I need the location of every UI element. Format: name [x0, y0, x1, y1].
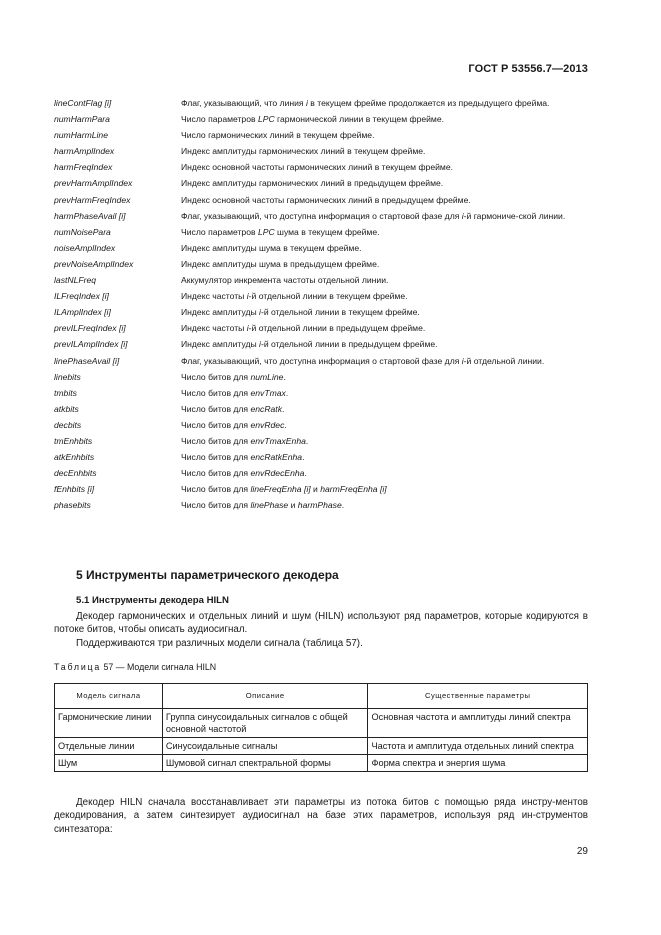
table-cell: Группа синусоидальных сигналов с общей основной частотой — [162, 709, 368, 738]
definition-description: Аккумулятор инкремента частоты отдельной линии. — [181, 275, 389, 286]
definition-term: numNoisePara — [54, 226, 111, 237]
definition-row — [54, 146, 588, 157]
definition-description: Индекс амплитуды гармонических линий в текущем фрейме. — [181, 146, 426, 157]
definition-description: Число битов для encRatkEnha. — [181, 452, 305, 463]
table-cell: Отдельные линии — [55, 738, 163, 755]
definition-row — [54, 452, 588, 463]
definition-term: harmPhaseAvail [i] — [54, 210, 126, 221]
definition-description: Число битов для envRdecEnha. — [181, 468, 307, 479]
definitions-list — [54, 98, 588, 516]
definition-row — [54, 484, 588, 495]
definition-row — [54, 178, 588, 189]
table-cell: Частота и амплитуда отдельных линий спектра — [368, 738, 588, 755]
definition-row — [54, 195, 588, 206]
table-caption-prefix: Таблица — [54, 662, 102, 672]
definition-row — [54, 468, 588, 479]
header-parameters: Существенные параметры — [368, 684, 588, 709]
definition-description: Индекс амплитуды гармонических линий в предыдущем фрейме. — [181, 178, 444, 189]
definition-term: harmFreqIndex — [54, 162, 113, 173]
definition-row — [54, 243, 588, 254]
definition-description: Число битов для encRatk. — [181, 403, 285, 414]
definition-description: Число битов для lineFreqEnha [i] и harmFreqEnha [i] — [181, 484, 387, 495]
table-cell: Гармонические линии — [55, 709, 163, 738]
signal-models-table — [54, 683, 588, 772]
definition-description: Число гармонических линий в текущем фрейме. — [181, 130, 375, 141]
definition-description: Число битов для envTmaxEnha. — [181, 435, 309, 446]
definition-term: prevILAmplIndex [i] — [54, 339, 128, 350]
definition-row — [54, 323, 588, 334]
definition-term: prevILFreqIndex [i] — [54, 323, 126, 334]
definition-row — [54, 211, 588, 222]
table-row — [55, 755, 588, 772]
definition-term: atkEnhbits — [54, 452, 95, 463]
paragraph-intro — [54, 610, 588, 650]
definition-description: Число параметров LPC гармонической линии в текущем фрейме. — [181, 114, 445, 125]
table-cell: Синусоидальные сигналы — [162, 738, 368, 755]
definition-row — [54, 339, 588, 350]
definition-row — [54, 130, 588, 141]
definition-term: phasebits — [54, 500, 91, 511]
table-cell: Форма спектра и энергия шума — [368, 755, 588, 772]
definition-term: ILFreqIndex [i] — [54, 291, 109, 302]
definition-description: Индекс основной частоты гармонических линий в текущем фрейме. — [181, 162, 453, 173]
definition-term: fEnhbits [i] — [54, 484, 95, 495]
definition-row — [54, 227, 588, 238]
definition-row — [54, 114, 588, 125]
paragraph-text: Декодер гармонических и отдельных линий и шум (HILN) используют ряд параметров, которые кодируются в потоке битов, чтобы описать аудиосигнал. — [54, 611, 588, 636]
definition-term: numHarmLine — [54, 130, 108, 141]
definition-description: Индекс амплитуды i-й отдельной линии в текущем фрейме. — [181, 307, 420, 318]
definition-description: Флаг, указывающий, что линия i в текущем фрейме продолжается из предыдущего фрейма. — [181, 98, 550, 108]
section-title: 5 Инструменты параметрического декодера — [76, 568, 339, 582]
definition-description: Индекс амплитуды шума в предыдущем фрейме. — [181, 258, 380, 269]
table-cell: Основная частота и амплитуды линий спектра — [368, 709, 588, 738]
definition-term: prevHarmFreqIndex — [54, 194, 131, 205]
definition-description: Число параметров LPC шума в текущем фрейме. — [181, 226, 380, 237]
definition-row — [54, 388, 588, 399]
definition-term: linebits — [54, 371, 81, 382]
definition-row — [54, 162, 588, 173]
table-caption — [54, 662, 216, 672]
definition-row — [54, 275, 588, 286]
definition-row — [54, 259, 588, 270]
definition-description: Флаг, указывающий, что доступна информация о стартовой фазе для i-й гармониче-ской линии. — [181, 210, 566, 221]
subsection-title: 5.1 Инструменты декодера HILN — [76, 595, 229, 606]
paragraph-text: Поддерживаются три различных модели сигнала (таблица 57). — [76, 637, 363, 649]
definition-row — [54, 356, 588, 367]
table-cell: Шум — [55, 755, 163, 772]
definition-row — [54, 372, 588, 383]
definition-term: atkbits — [54, 403, 79, 414]
table-row — [55, 738, 588, 755]
definition-term: tmEnhbits — [54, 435, 93, 446]
definition-term: numHarmPara — [54, 114, 110, 125]
document-header: ГОСТ Р 53556.7—2013 — [468, 63, 588, 75]
table-header-row — [55, 684, 588, 709]
definition-term: ILAmplIndex [i] — [54, 307, 111, 318]
definition-description: Число битов для linePhase и harmPhase. — [181, 500, 345, 511]
definition-term: decbits — [54, 419, 82, 430]
definition-row — [54, 420, 588, 431]
definition-row — [54, 291, 588, 302]
definition-description: Индекс основной частоты гармонических линий в предыдущем фрейме. — [181, 194, 471, 205]
definition-description: Индекс частоты i-й отдельной линии в текущем фрейме. — [181, 291, 408, 302]
definition-term: harmAmplIndex — [54, 146, 115, 157]
definition-term: linePhaseAvail [i] — [54, 355, 120, 366]
paragraph-text: Декодер HILN сначала восстанавливает эти параметры из потока битов с помощью ряда инстру-ментов декодирования, а затем синтезирует аудиосигнал на базе этих параметров, используя ряд ин-струментов синтезатора: — [54, 797, 588, 835]
definition-term: lastNLFreq — [54, 275, 97, 286]
definition-row — [54, 500, 588, 511]
definition-row — [54, 404, 588, 415]
paragraph-decoder — [54, 796, 588, 836]
definition-term: prevNoiseAmplIndex — [54, 258, 134, 269]
definition-description: Число битов для numLine. — [181, 371, 286, 382]
definition-description: Индекс амплитуды i-й отдельной линии в предыдущем фрейме. — [181, 339, 438, 350]
definition-description: Число битов для envTmax. — [181, 387, 289, 398]
definition-description: Индекс амплитуды шума в текущем фрейме. — [181, 242, 362, 253]
definition-term: tmbits — [54, 387, 77, 398]
definition-row — [54, 98, 588, 109]
table-cell: Шумовой сигнал спектральной формы — [162, 755, 368, 772]
definition-row — [54, 307, 588, 318]
definition-description: Флаг, указывающий, что доступна информация о стартовой фазе для i-й отдельной линии. — [181, 355, 545, 366]
definition-description: Число битов для envRdec. — [181, 419, 287, 430]
definition-term: noiseAmplIndex — [54, 242, 116, 253]
page-number: 29 — [576, 846, 588, 857]
definition-term: decEnhbits — [54, 468, 97, 479]
definition-term: lineContFlag [i] — [54, 98, 112, 108]
header-signal-model: Модель сигнала — [55, 684, 163, 709]
table-row — [55, 709, 588, 738]
table-caption-text: 57 — Модели сигнала HILN — [101, 662, 217, 672]
definition-row — [54, 436, 588, 447]
definition-description: Индекс частоты i-й отдельной линии в предыдущем фрейме. — [181, 323, 426, 334]
definition-term: prevHarmAmplIndex — [54, 178, 133, 189]
header-description: Описание — [162, 684, 368, 709]
